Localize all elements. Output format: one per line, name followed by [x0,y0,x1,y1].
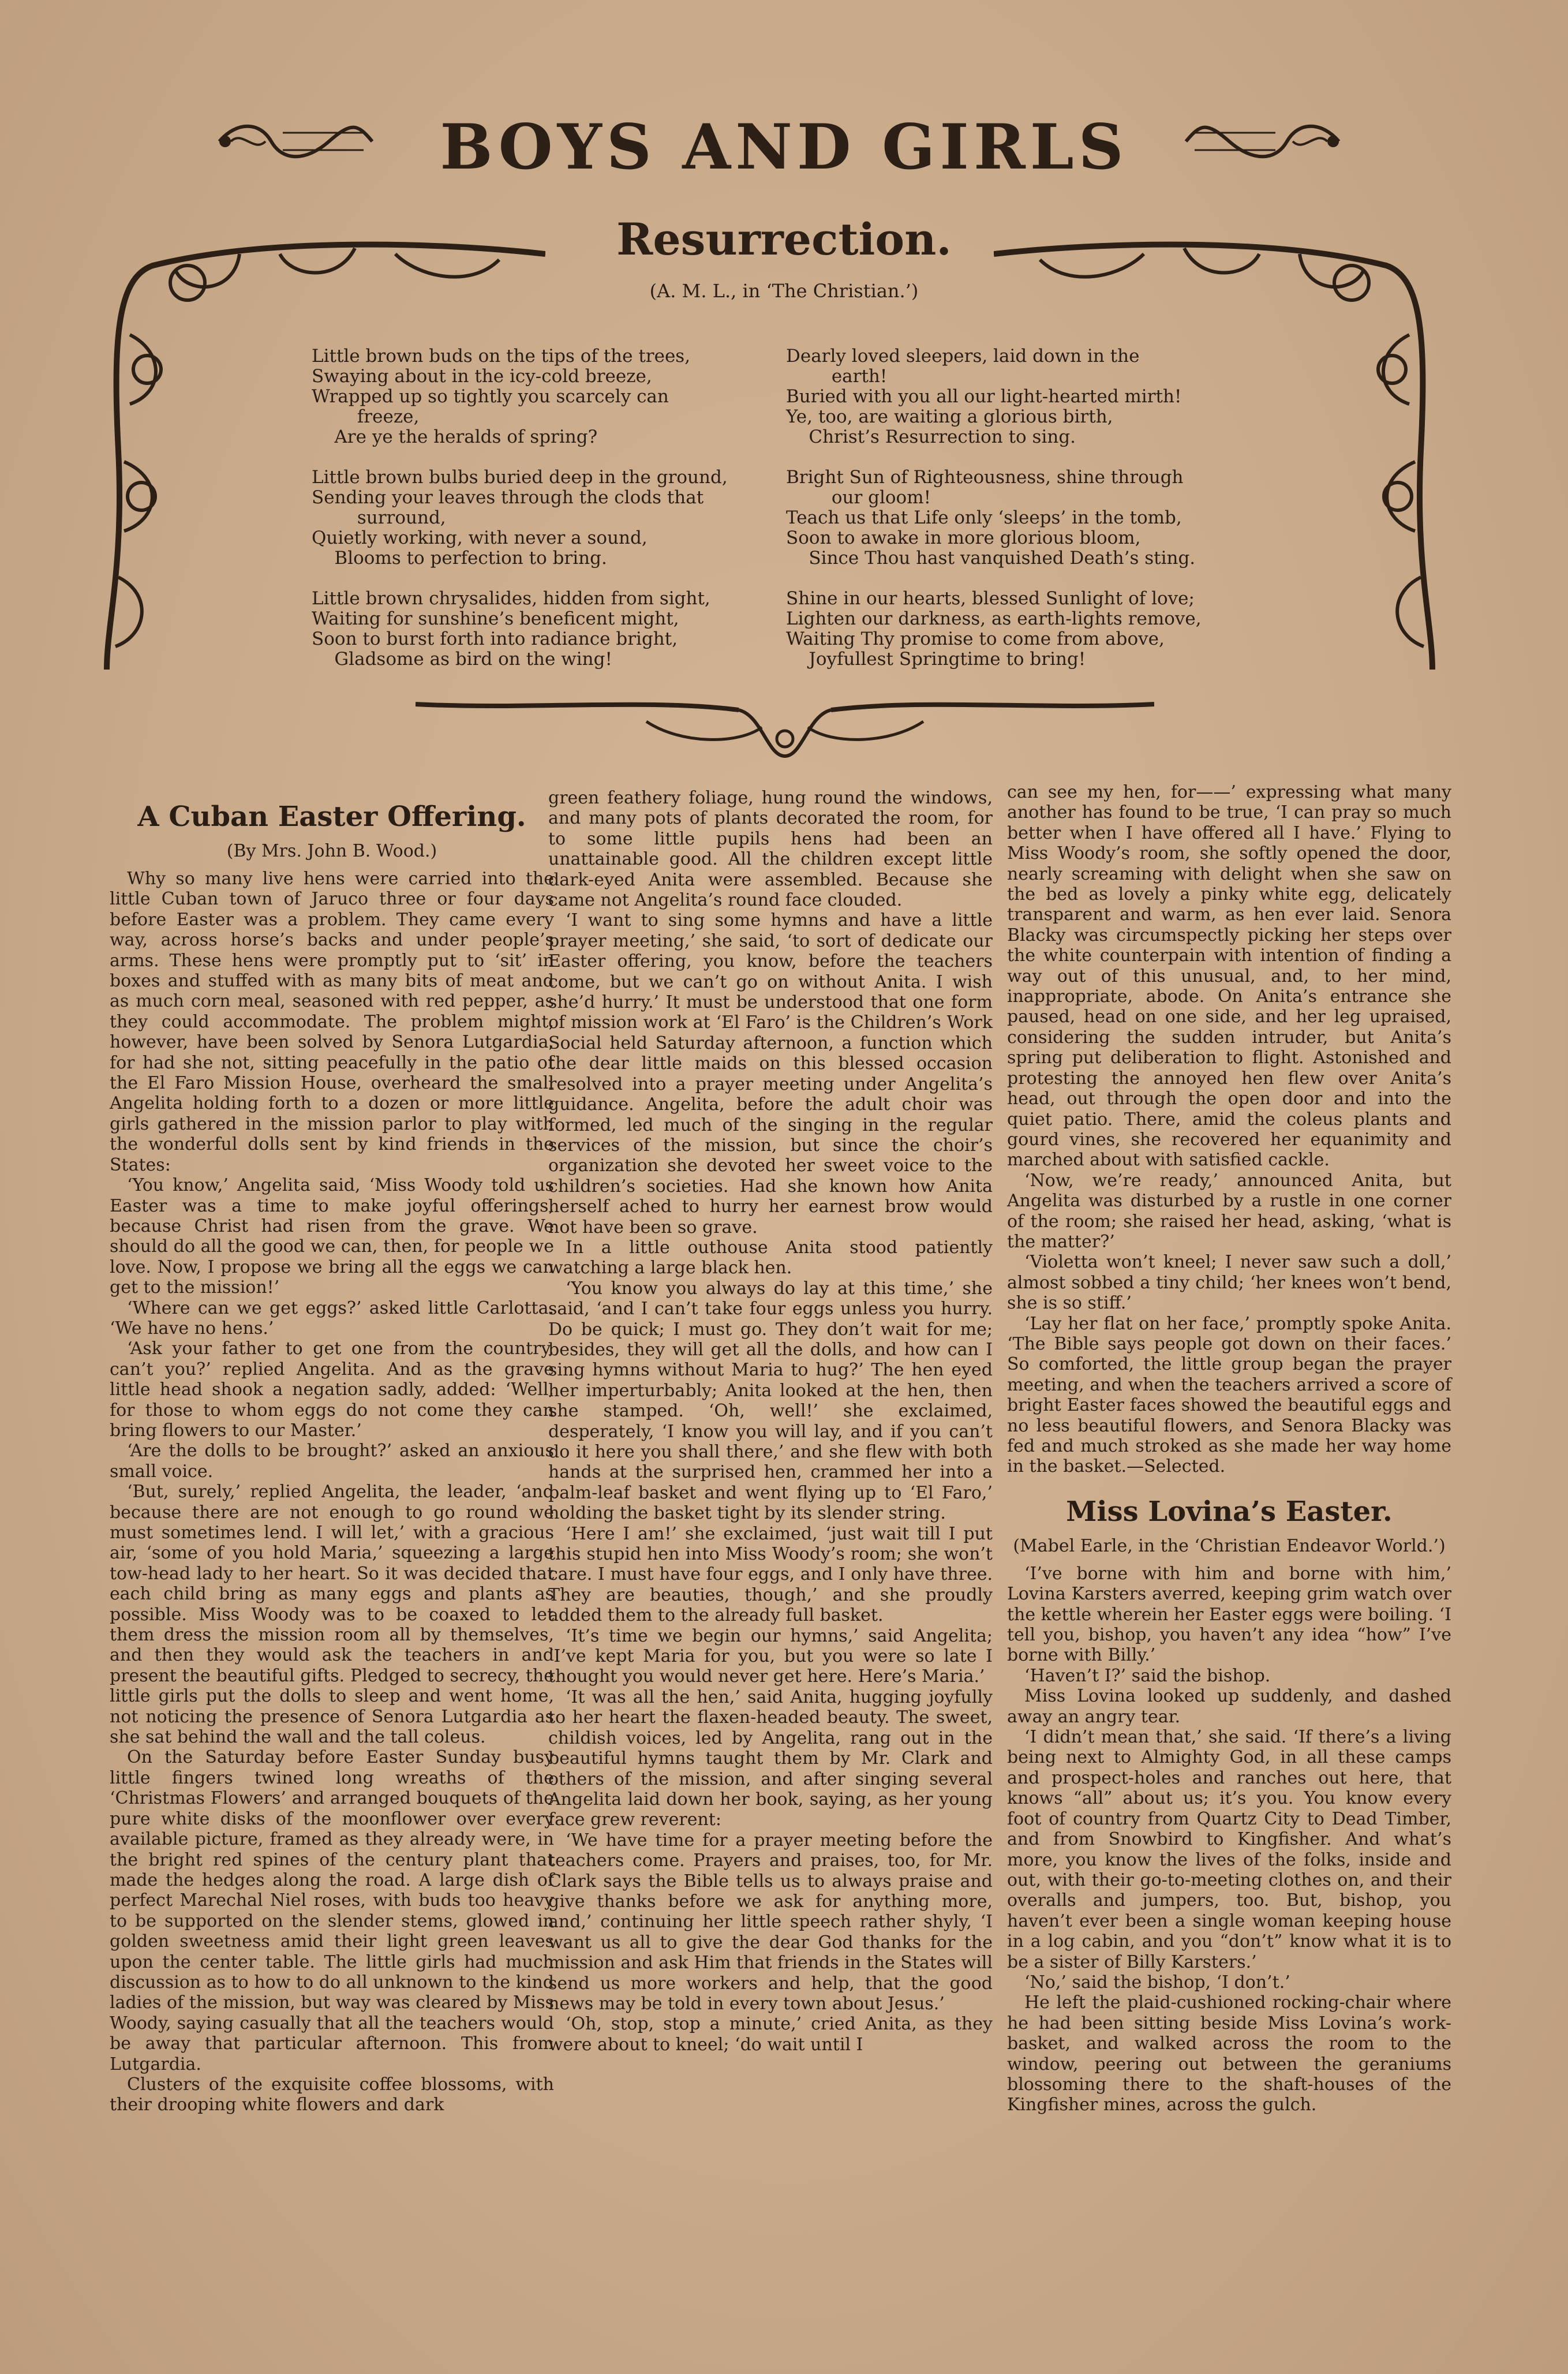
poem-line: Shine in our hearts, blessed Sunlight of love; [786,588,1195,609]
poem-line: Lighten our darkness, as earth-lights remove, [786,608,1202,629]
poem-line: Little brown buds on the tips of the trees, [312,346,691,367]
poem-line: our gloom! [786,487,931,508]
article-paragraph: ‘Violetta won’t kneel; I never saw such a doll,’ almost sobbed a tiny child; ‘her knees won’t bend, she is so stiff.’ [1007,1252,1451,1314]
article-column-3 [1007,782,1451,2115]
poem-line: Quietly working, with never a sound, [312,528,648,548]
article-heading: Miss Lovina’s Easter. [1066,1495,1393,1528]
poem-title: Resurrection. [616,214,952,265]
article-byline: (By Mrs. John B. Wood.) [226,841,437,861]
article-byline: (Mabel Earle, in the ‘Christian Endeavor World.’) [1013,1535,1446,1556]
poem-line: Blooms to perfection to bring. [312,548,607,569]
poem-line: Sending your leaves through the clods that [312,487,704,508]
article-paragraph: On the Saturday before Easter Sunday busy little fingers twined long wreaths of the ‘Christmas Flowers’ and arranged bouquets of the pure white disks of the moonflower over every available picture, framed as they already were, in the bright red spines of the century plant that made the hedges along the road. A large dish of perfect Marechal Niel roses, with buds too heavy to be supported on the slender stems, glowed in golden sweetness amid their light green leaves upon the center table. The little girls had much discussion as to how to do all unknown to the kind ladies of the mission, but way was cleared by Miss Woody, saying casually that all the teachers would be away that particular afternoon. This from Lutgardia. [110,1747,554,2074]
poem-stanza [312,468,762,569]
article-paragraph: ‘Ask your father to get one from the country, can’t you?’ replied Angelita. And as the grave little head shook a negation sadly, added: ‘Well, for those to whom eggs do not come they can bring flowers to our Master.’ [110,1339,554,1441]
poem-line: Soon to awake in more glorious bloom, [786,528,1141,548]
poem-line: Wrapped up so tightly you scarcely can [312,386,669,407]
article-paragraph: ‘Oh, stop, stop a minute,’ cried Anita, as they were about to kneel; ‘do wait until I [548,2014,993,2055]
masthead-title: BOYS AND GIRLS [440,111,1128,184]
poem-attribution: (A. M. L., in ‘The Christian.’) [649,280,919,302]
poem-line: Little brown bulbs buried deep in the ground, [312,467,728,488]
poem-stanza [312,346,762,447]
poem-left-column [312,346,762,690]
article-paragraph: ‘I want to sing some hymns and have a little prayer meeting,’ she said, ‘to sort of dedicate our Easter offering, you know, before the teachers come, but we can’t go on without Anita. I wish she’d hurry.’ It must be understood that one form of mission work at ‘El Faro’ is the Children’s Work Social held Saturday afternoon, a function which the dear little maids on this blessed occasion resolved into a prayer meeting under Angelita’s guidance. Angelita, before the adult choir was formed, led much of the singing in the regular services of the mission, but since the choir’s organization she devoted her sweet voice to the children’s societies. Had she known how Anita herself ached to hurry her earnest brow would not have been so grave. [548,910,993,1238]
article-column-1 [110,782,554,2115]
poem-line: Dearly loved sleepers, laid down in the [786,346,1140,367]
article-paragraph: ‘We have time for a prayer meeting before the teachers come. Prayers and praises, too, for Mr. Clark says the Bible tells us to always praise and give thanks before we ask for anything more, and,’ continuing her little speech rather shyly, ‘I want us all to give the dear God thanks for the mission and ask Him that friends in the States will send us more workers and help, that the good news may be told in every town about Jesus.’ [548,1830,993,2014]
poem-line: Christ’s Resurrection to sing. [786,427,1076,447]
article-paragraph: Miss Lovina looked up suddenly, and dashed away an angry tear. [1007,1686,1451,1727]
flourish-divider-icon [416,681,1154,768]
poem-line: Ye, too, are waiting a glorious birth, [786,406,1113,427]
article-paragraph: ‘I’ve borne with him and borne with him,’ Lovina Karsters averred, keeping grim watch over the kettle wherein her Easter eggs were boiling. ‘I tell you, bishop, you haven’t any idea “how” I’ve borne with Billy.’ [1007,1563,1451,1666]
article-paragraph: ‘Lay her flat on her face,’ promptly spoke Anita. ‘The Bible says people got down on their faces.’ So comforted, the little group began the prayer meeting, and when the teachers arrived a score of bright Easter faces showed the beautiful eggs and no less beautiful flowers, and Senora Blacky was fed and much stroked as she made her way home in the basket.—Selected. [1007,1313,1451,1477]
article-paragraph: ‘Haven’t I?’ said the bishop. [1024,1665,1271,1686]
article-paragraph: He left the plaid-cushioned rocking-chair where he had been sitting beside Miss Lovina’s work-basket, and walked across the room to the window, peering out between the geraniums blossoming there to the shaft-houses of the Kingfisher mines, across the gulch. [1007,1992,1451,2115]
poem-stanza [786,346,1236,447]
poem-line: Swaying about in the icy-cold breeze, [312,366,652,387]
article-heading: A Cuban Easter Offering. [137,801,526,833]
poem-line: freeze, [312,406,420,427]
poem-line: Bright Sun of Righteousness, shine through [786,467,1184,488]
poem-line: Buried with you all our light-hearted mirth! [786,386,1182,407]
poem-line: Joyfullest Springtime to bring! [786,649,1086,670]
article-paragraph: In a little outhouse Anita stood patiently watching a large black hen. [548,1237,993,1278]
article-paragraph: ‘Now, we’re ready,’ announced Anita, but Angelita was disturbed by a rustle in one corner of the room; she raised her head, asking, ‘what is the matter?’ [1007,1170,1451,1252]
poem-stanza [786,468,1236,569]
article-paragraph: ‘I didn’t mean that,’ she said. ‘If there’s a living being next to Almighty God, in all these camps and prospect-holes and ranches out here, that knows “all” about us; it’s you. You know every foot of country from Quartz City to Dead Timber, and from Snowbird to Kingfisher. And what’s more, you know the lives of the folks, inside and out, with their go-to-meeting clothes on, and their overalls and jumpers, too. But, bishop, you haven’t ever been a single woman keeping house in a log cabin, and you “don’t” know what it is to be a sister of Billy Karsters.’ [1007,1727,1451,1972]
article-paragraph: ‘It’s time we begin our hymns,’ said Angelita; ‘I’ve kept Maria for you, but you were so late I thought you would never get here. Here’s Maria.’ [548,1625,993,1687]
article-paragraph: green feathery foliage, hung round the windows, and many pots of plants decorated the room, for to some little pupils hens had been an unattainable good. All the children except little dark-eyed Anita were assembled. Because she came not Angelita’s round face clouded. [548,788,993,911]
poem-line: Gladsome as bird on the wing! [312,649,612,670]
article-paragraph: ‘Here I am!’ she exclaimed, ‘just wait till I put this stupid hen into Miss Woody’s room; she won’t care. I must have four eggs, and I only have three. They are beauties, though,’ and she proudly added them to the already full basket. [548,1523,993,1626]
scroll-ornament-right-icon [1183,115,1345,167]
poem-line: surround, [312,507,446,528]
poem-stanza [312,589,762,670]
article-paragraph: Clusters of the exquisite coffee blossoms, with their drooping white flowers and dark [110,2074,554,2115]
article-paragraph: ‘You know you always do lay at this time,’ she said, ‘and I can’t take four eggs unless you hurry. Do be quick; I must go. They don’t wait for me; besides, they will get all the dolls, and how can I sing hymns without Maria to hug?’ The hen eyed her imperturbably; Anita looked at the hen, then she stamped. ‘Oh, well!’ she exclaimed, desperately, ‘I know you will lay, and if you can’t do it here you shall there,’ and she flew with both hands at the surprised hen, crammed her into a palm-leaf basket and went flying up to ‘El Faro,’ holding the basket tight by its slender string. [548,1278,993,1524]
article-paragraph: ‘No,’ said the bishop, ‘I don’t.’ [1024,1972,1290,1992]
article-paragraph: ‘Where can we get eggs?’ asked little Carlotta. ‘We have no hens.’ [110,1298,554,1339]
article-paragraph: ‘But, surely,’ replied Angelita, the leader, ‘and because there are not enough to go round we must sometimes lend. I will let,’ with a gracious air, ‘some of you hold Maria,’ squeezing a large tow-head lady to her heart. So it was decided that each child bring as many eggs and plants as possible. Miss Woody was to be coaxed to let them dress the mission room all by themselves, and then they would ask the teachers in and present the beautiful gifts. Pledged to secrecy, the little girls put the dolls to sleep and went home, not noticing the presence of Senora Lutgardia as she sat behind the wall and the tall coleus. [110,1482,554,1748]
article-paragraph: can see my hen, for——’ expressing what many another has found to be true, ‘I can pray so much better when I have offered all I have.’ Flying to Miss Woody’s room, she softly opened the door, nearly screaming with delight when she saw on the bed as lovely a pinky white egg, delicately transparent and warm, as hen ever laid. Senora Blacky was circumspectly picking her steps over the white counterpain with intention of finding a way out of this unusual, and, to her mind, inappropriate, abode. On Anita’s entrance she paused, head on one side, and her leg upraised, considering the sudden intruder, but Anita’s spring put deliberation to flight. Astonished and protesting the annoyed hen flew over Anita’s head, out through the open door and into the quiet patio. There, amid the coleus plants and gourd vines, she recovered her equanimity and marched about with satisfied cackle. [1007,782,1451,1171]
article-paragraph: ‘You know,’ Angelita said, ‘Miss Woody told us Easter was a time to make joyful offerings, because Christ had risen from the grave. We should do all the good we can, then, for people we love. Now, I propose we bring all the eggs we can get to the mission!’ [110,1175,554,1298]
poem-right-column [786,346,1236,690]
poem-line: Are ye the heralds of spring? [312,427,598,447]
poem-line: Soon to burst forth into radiance bright, [312,629,678,649]
poem-line: Since Thou hast vanquished Death’s sting. [786,548,1196,569]
article-column-2 [548,788,993,2055]
poem-line: Teach us that Life only ‘sleeps’ in the tomb, [786,507,1182,528]
poem-line: Waiting for sunshine’s beneficent might, [312,608,679,629]
poem-line: Little brown chrysalides, hidden from sight, [312,588,710,609]
article-paragraph: ‘Are the dolls to be brought?’ asked an anxious small voice. [110,1441,554,1482]
poem-line: Waiting Thy promise to come from above, [786,629,1165,649]
article-paragraph: ‘It was all the hen,’ said Anita, hugging joyfully to her heart the flaxen-headed beauty. The sweet, childish voices, led by Angelita, rang out in the beautiful hymns taught them by Mr. Clark and others of the mission, and after singing several Angelita laid down her book, saying, as her young face grew reverent: [548,1687,993,1830]
article-paragraph: Why so many live hens were carried into the little Cuban town of Jaruco three or four days before Easter was a problem. They came every way, across horse’s backs and under people’s arms. These hens were promptly put to ‘sit’ in boxes and stuffed with as many bits of meat and as much corn meal, seasoned with red pepper, as they could accommodate. The problem might, however, have been solved by Senora Lutgardia, for had she not, sitting peacefully in the patio of the El Faro Mission House, overheard the small Angelita holding forth to a dozen or more little girls gathered in the mission parlor to play with the wonderful dolls sent by kind friends in the States: [110,869,554,1175]
poem-line: earth! [786,366,888,387]
poem-stanza [786,589,1236,670]
